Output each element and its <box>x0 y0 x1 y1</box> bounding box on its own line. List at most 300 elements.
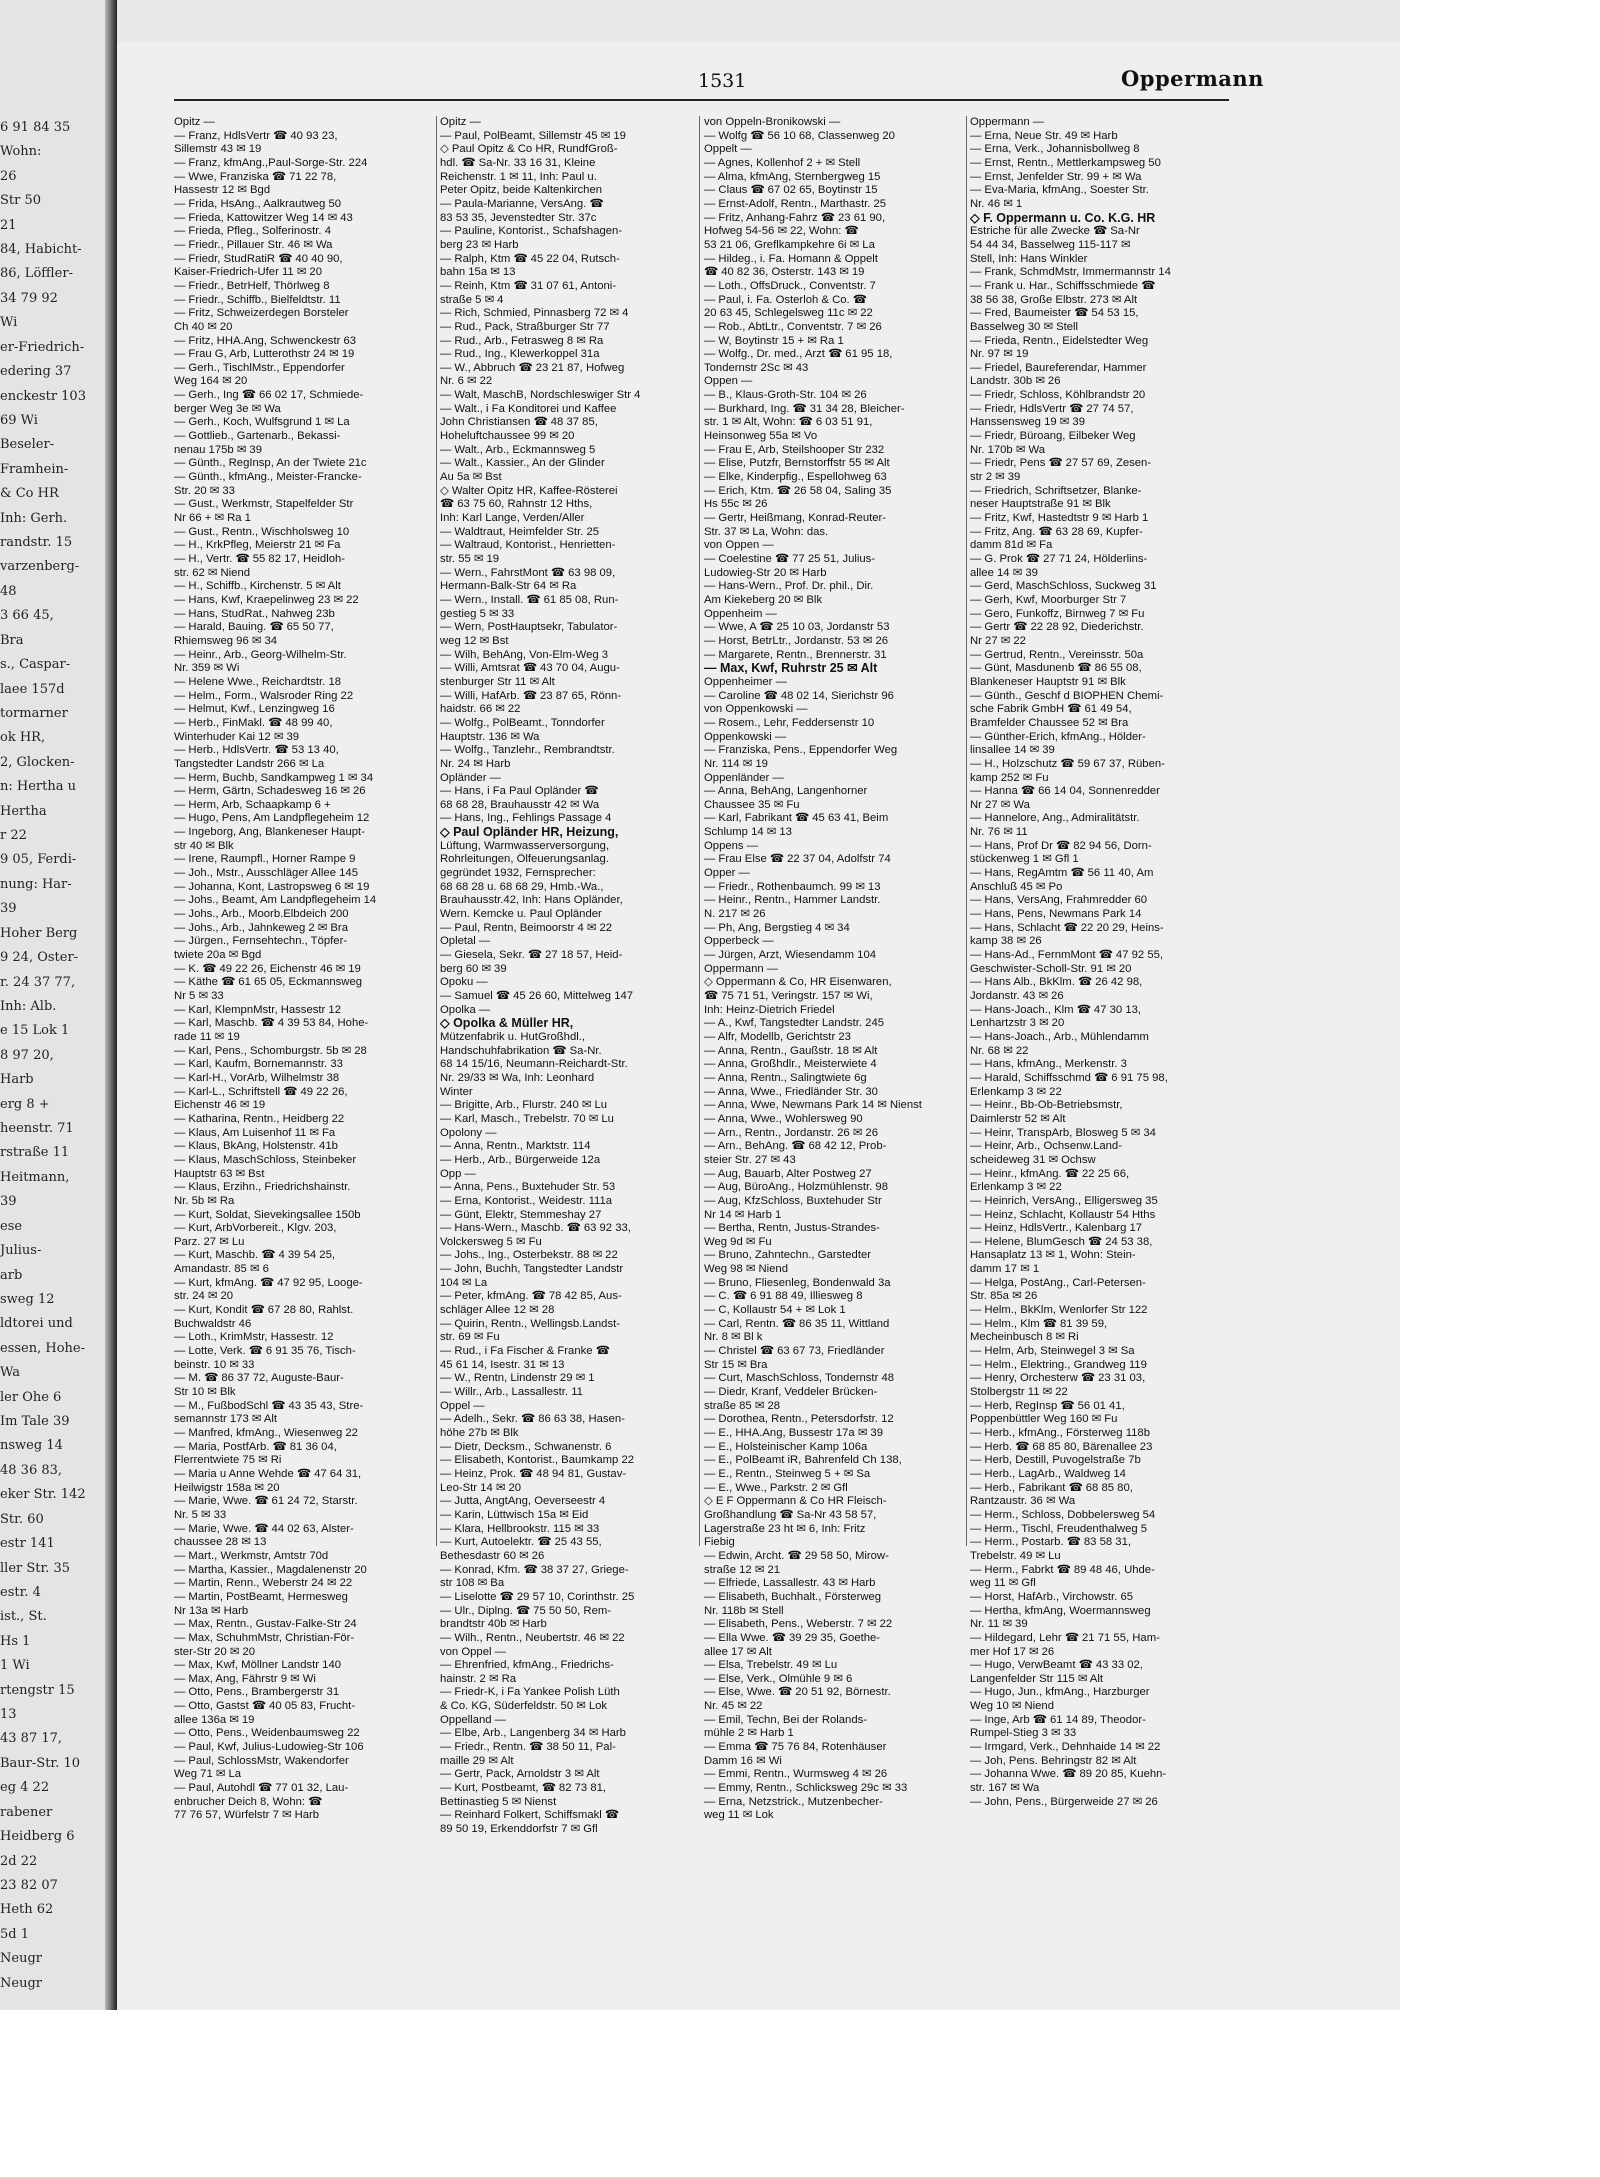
directory-entry-line: allee 136a ✉ 19 <box>174 1713 255 1726</box>
directory-entry-line: — E., PolBeamt iR, Bahrenfeld Ch 138, <box>704 1454 902 1467</box>
directory-entry-line: ◇ Paul Opitz & Co HR, RundfGroß- <box>440 143 618 156</box>
surname-heading: Oppenländer — <box>704 771 784 784</box>
facing-page-fragment: 48 <box>0 583 17 599</box>
directory-entry-line: — Waltraud, Kontorist., Henrietten- <box>440 539 616 552</box>
directory-entry-line: Nr 14 ✉ Harb 1 <box>704 1208 782 1221</box>
directory-entry-line: — Kurt, Maschb. ☎ 4 39 54 25, <box>174 1249 336 1262</box>
directory-entry-line: — Karl, KlempnMstr, Hassestr 12 <box>174 1003 341 1016</box>
directory-entry-line: — Arn., BehAng. ☎ 68 42 12, Prob- <box>704 1140 887 1153</box>
directory-entry-line: — Herb., kfmAng., Försterweg 118b <box>970 1427 1150 1439</box>
directory-entry-line: — H., Schiffb., Kirchenstr. 5 ✉ Alt <box>174 580 341 593</box>
directory-entry-line: — Herb., FinMakl. ☎ 48 99 40, <box>174 716 333 729</box>
directory-entry-line: Nr. 5 ✉ 33 <box>174 1508 227 1521</box>
directory-entry-line: — Herm, Gärtn, Schadesweg 16 ✉ 26 <box>174 785 366 798</box>
directory-entry-line: — Klaus, Am Luisenhof 11 ✉ Fa <box>174 1126 336 1139</box>
directory-entry-line: sche Fabrik GmbH ☎ 61 49 54, <box>970 703 1132 716</box>
directory-entry-line: — E., HHA.Ang, Bussestr 17a ✉ 39 <box>704 1427 883 1439</box>
directory-entry-line: — Elfriede, Lassallestr. 43 ✉ Harb <box>704 1577 876 1590</box>
directory-entry-line: — Kurt, kfmAng. ☎ 47 92 95, Looge- <box>174 1276 363 1289</box>
directory-entry-line: — Helm., BkKlm, Wenlorfer Str 122 <box>970 1304 1148 1317</box>
directory-entry-line: — Quirin, Rentn., Wellingsb.Landst- <box>440 1317 620 1330</box>
directory-entry-line: — Herb., HdlsVertr. ☎ 53 13 40, <box>174 744 339 757</box>
directory-entry-line: — Max, Ang, Fährstr 9 ✉ Wi <box>174 1672 316 1685</box>
directory-entry-line: — Heinr., Arb., Georg-Wilhelm-Str. <box>174 648 347 661</box>
directory-entry-line: straße 85 ✉ 28 <box>704 1399 781 1412</box>
directory-entry-line: str 40 ✉ Blk <box>174 839 234 852</box>
directory-entry-line: — Gust., Rentn., Wischholsweg 10 <box>174 525 350 538</box>
directory-entry-line: Str. 20 ✉ 33 <box>174 484 235 497</box>
directory-entry-line: Nr. 68 ✉ 22 <box>970 1044 1029 1057</box>
directory-entry-line: — Käthe ☎ 61 65 05, Eckmannsweg <box>174 976 363 989</box>
directory-entry-line: — Mart., Werkmstr, Amtstr 70d <box>174 1549 329 1562</box>
directory-entry-line: — Hannelore, Ang., Admiralitätstr. <box>970 812 1140 825</box>
directory-entry-line: — Elsa, Trebelstr. 49 ✉ Lu <box>704 1659 838 1672</box>
directory-entry-line: Sillemstr 43 ✉ 19 <box>174 143 262 156</box>
facing-page-fragment: r. 24 37 77, <box>0 974 76 990</box>
directory-entry-line: 20 63 45, Schlegelsweg 11c ✉ 22 <box>704 307 873 320</box>
directory-entry-line: Inh: Heinz-Dietrich Friedel <box>704 1003 835 1016</box>
directory-entry-line: — Giesela, Sekr. ☎ 27 18 57, Heid- <box>440 949 623 962</box>
directory-entry-line: Langenfelder Str 115 ✉ Alt <box>970 1672 1103 1685</box>
facing-page-fragment: rtengstr 15 <box>0 1682 75 1698</box>
surname-heading: von Oppen — <box>704 539 774 552</box>
directory-entry-line: schläger Allee 12 ✉ 28 <box>440 1304 555 1317</box>
directory-entry-line: Nr. 45 ✉ 22 <box>704 1700 763 1713</box>
directory-entry-line: twiete 20a ✉ Bgd <box>174 949 262 962</box>
directory-entry-line: — Karl, Pens., Schomburgstr. 5b ✉ 28 <box>174 1044 367 1057</box>
directory-entry-line: — Friedr, Pens ☎ 27 57 69, Zesen- <box>970 457 1152 470</box>
directory-entry-line: — Erna, Neue Str. 49 ✉ Harb <box>970 129 1118 142</box>
directory-entry-line: — Klaus, BkAng, Holstenstr. 41b <box>174 1140 338 1153</box>
facing-page-fragment: Baur-Str. 10 <box>0 1755 81 1771</box>
directory-entry-line: — Caroline ☎ 48 02 14, Sierichstr 96 <box>704 689 894 702</box>
directory-entry-line: — Inge, Arb ☎ 61 14 89, Theodor- <box>970 1713 1146 1726</box>
directory-entry-line: — Ralph, Ktm ☎ 45 22 04, Rutsch- <box>440 252 620 265</box>
directory-entry-line: — A., Kwf, Tangstedter Landstr. 245 <box>704 1017 885 1030</box>
directory-entry-line: — Gero, Funkoffz, Birnweg 7 ✉ Fu <box>970 607 1145 620</box>
facing-page-fragment: 13 <box>0 1707 17 1722</box>
directory-entry-line: Kaiser-Friedrich-Ufer 11 ✉ 20 <box>174 266 323 279</box>
directory-entry-line: — Horst, BetrLtr., Jordanstr. 53 ✉ 26 <box>704 634 889 647</box>
facing-page-fragment: er-Friedrich- <box>0 339 85 355</box>
directory-entry-line: — Günth., Geschf d BIOPHEN Chemi- <box>970 689 1164 702</box>
directory-entry-line: — Dorothea, Rentn., Petersdorfstr. 12 <box>704 1413 894 1426</box>
surname-heading: Oppenheim — <box>704 607 777 620</box>
facing-page-fragment: tormarner <box>0 705 68 721</box>
facing-page-fragment: 48 36 83, <box>0 1462 63 1478</box>
directory-entry-line: steier Str. 27 ✉ 43 <box>704 1153 796 1166</box>
directory-entry-line: — Hugo, Pens, Am Landpflegeheim 12 <box>174 812 370 825</box>
directory-entry-line: — Curt, MaschSchloss, Tondernstr 48 <box>704 1372 895 1385</box>
directory-entry-line: straße 5 ✉ 4 <box>440 293 504 306</box>
directory-entry-line: — Karl, Maschb. ☎ 4 39 53 84, Hohe- <box>174 1017 369 1030</box>
directory-entry-line: — Erich, Ktm. ☎ 26 58 04, Saling 35 <box>704 484 892 497</box>
directory-entry-line: Hermann-Balk-Str 64 ✉ Ra <box>440 580 577 593</box>
surname-heading: Oppel — <box>440 1399 485 1412</box>
directory-entry-line: — Rosem., Lehr, Feddersenstr 10 <box>704 716 875 729</box>
directory-entry-line: — Rud., i Fa Fischer & Franke ☎ <box>440 1345 610 1358</box>
directory-entry-line: bahn 15a ✉ 13 <box>440 266 516 279</box>
facing-page-fragment: 26 <box>0 168 17 184</box>
directory-entry-line: Rumpel-Stieg 3 ✉ 33 <box>970 1727 1077 1740</box>
directory-entry-line: Bramfelder Chaussee 52 ✉ Bra <box>970 716 1129 729</box>
facing-page-fragment: Str. 60 <box>0 1511 44 1527</box>
directory-entry-line: — Edwin, Archt. ☎ 29 58 50, Mirow- <box>704 1549 889 1562</box>
directory-entry-line: — Anna, Rentn., Salingtwiete 6g <box>704 1071 867 1084</box>
facing-page-fragment: 9 24, Oster- <box>0 950 79 966</box>
directory-entry-line: — Wolfg., Tanzlehr., Rembrandtstr. <box>440 744 615 757</box>
directory-entry-line: Stolbergstr 11 ✉ 22 <box>970 1386 1068 1399</box>
directory-entry-line: — Johanna Wwe. ☎ 89 20 85, Kuehn- <box>970 1768 1167 1781</box>
directory-entry-line: — Herb., Arb., Bürgerweide 12a <box>440 1153 601 1166</box>
facing-page-fragment: enckestr 103 <box>0 388 86 404</box>
surname-heading: Opitz — <box>440 116 481 128</box>
directory-entry-line: str. 69 ✉ Fu <box>440 1331 500 1344</box>
directory-entry-line: Str 10 ✉ Blk <box>174 1386 236 1399</box>
facing-page-fragment: Hoher Berg <box>0 925 78 941</box>
directory-entry-line: — Emmi, Rentn., Wurmsweg 4 ✉ 26 <box>704 1768 888 1781</box>
surname-heading: Oppelt — <box>704 143 752 156</box>
directory-entry-line: — Frank, SchmdMstr, Immermannstr 14 <box>970 266 1171 279</box>
directory-entry-line: — Heinz, HdlsVertr., Kalenbarg 17 <box>970 1222 1143 1235</box>
directory-entry-line: — Manfred, kfmAng., Wiesenweg 22 <box>174 1427 358 1439</box>
directory-entry-line: — Friedr, Schloss, Köhlbrandstr 20 <box>970 389 1146 402</box>
directory-entry-line: — Waldtraut, Heimfelder Str. 25 <box>440 525 600 538</box>
directory-entry-line: Hanssensweg 19 ✉ 39 <box>970 416 1085 429</box>
directory-entry-line: — Karl-L., Schriftstell ☎ 49 22 26, <box>174 1085 348 1098</box>
directory-entry-line: — Aug, KfzSchloss, Buxtehuder Str <box>704 1194 882 1207</box>
directory-entry-line: berg 23 ✉ Harb <box>440 238 519 251</box>
directory-entry-line: — Hans-Wern., Prof. Dr. phil., Dir. <box>704 580 874 593</box>
directory-entry-line: — Anna, Wwe., Friedländer Str. 30 <box>704 1085 878 1098</box>
surname-heading: von Oppeln-Bronikowski — <box>704 116 841 128</box>
surname-heading: Opitz — <box>174 116 215 128</box>
facing-page-fragment: laee 157d <box>0 681 65 697</box>
directory-entry-line: — Carl, Rentn. ☎ 86 35 11, Wittland <box>704 1317 890 1330</box>
directory-entry-line: — Kurt, ArbVorbereit., Klgv. 203, <box>174 1222 337 1235</box>
surname-heading: Opletal — <box>440 935 491 948</box>
directory-entry-line: — Walt, MaschB, Nordschleswiger Str 4 <box>440 389 641 402</box>
facing-page-fragment: Framhein- <box>0 461 69 477</box>
facing-page-fragment: 3 66 45, <box>0 608 54 624</box>
directory-entry-line: — Helene, BlumGesch ☎ 24 53 38, <box>970 1235 1153 1248</box>
directory-entry-line: — Peter, kfmAng. ☎ 78 42 85, Aus- <box>440 1290 622 1303</box>
directory-entry-line: — Heinz, Schlacht, Kollaustr 54 Hths <box>970 1208 1156 1221</box>
directory-entry-line: weg 11 ✉ Gfl <box>970 1577 1036 1590</box>
directory-entry-line: — Günther-Erich, kfmAng., Hölder- <box>970 730 1146 743</box>
directory-entry-line: Weg 10 ✉ Niend <box>970 1700 1054 1713</box>
directory-entry-line: — Burkhard, Ing. ☎ 31 34 28, Bleicher- <box>704 402 905 415</box>
directory-entry-line: beinstr. 10 ✉ 33 <box>174 1358 255 1371</box>
directory-entry-line: — Günth., RegInsp, An der Twiete 21c <box>174 457 367 470</box>
directory-entry-line: Weg 71 ✉ La <box>174 1768 242 1781</box>
directory-entry-line: brandtstr 40b ✉ Harb <box>440 1618 547 1631</box>
directory-entry-line: — Karl, Kaufm, Bornemannstr. 33 <box>174 1058 343 1071</box>
left-page-gutter <box>0 0 117 2010</box>
directory-entry-line: — Helm, Arb, Steinwegel 3 ✉ Sa <box>970 1345 1135 1358</box>
directory-entry-line: — Aug, BüroAng., Holzmühlenstr. 98 <box>704 1181 888 1194</box>
directory-entry-line: — Heinr., kfmAng. ☎ 22 25 66, <box>970 1167 1130 1180</box>
directory-entry-line: — Otto, Pens., Weidenbaumsweg 22 <box>174 1727 360 1740</box>
directory-entry-line: — Horst, HafArb., Virchowstr. 65 <box>970 1590 1134 1603</box>
directory-entry-line: str. 24 ✉ 20 <box>174 1290 234 1303</box>
directory-entry-line: kamp 38 ✉ 26 <box>970 935 1042 948</box>
directory-entry-line: — Rud., Ing., Klewerkoppel 31a <box>440 348 600 361</box>
directory-entry-line: — Henry, Orchesterw ☎ 23 31 03, <box>970 1372 1146 1385</box>
directory-entry-line: — Samuel ☎ 45 26 60, Mittelweg 147 <box>440 990 634 1002</box>
directory-entry-line: — Kurt, Kondit ☎ 67 28 80, Rahlst. <box>174 1304 354 1317</box>
directory-entry-line: Reichenstr. 1 ✉ 11, Inh: Paul u. <box>440 170 597 183</box>
directory-entry-line: gegründet 1932, Fernsprecher: <box>440 867 596 880</box>
facing-page-fragment: sweg 12 <box>0 1291 55 1307</box>
directory-entry-line: — Hans, StudRat., Nahweg 23b <box>174 607 335 620</box>
directory-column-4 <box>970 116 1222 1809</box>
directory-entry-line: — Hildegard, Lehr ☎ 21 71 55, Ham- <box>970 1631 1160 1644</box>
directory-entry-line: — Frau Else ☎ 22 37 04, Adolfstr 74 <box>704 853 891 866</box>
directory-entry-line: — Fritz, Ang. ☎ 63 28 69, Kupfer- <box>970 525 1143 538</box>
directory-entry-line: Weg 98 ✉ Niend <box>704 1263 788 1276</box>
directory-entry-line: 104 ✉ La <box>440 1276 488 1289</box>
facing-page-fragment: Wa <box>0 1365 20 1381</box>
directory-entry-line: — Gerh., Koch, Wulfsgrund 1 ✉ La <box>174 416 350 429</box>
directory-entry-line: Lagerstraße 23 ht ✉ 6, Inh: Fritz <box>704 1522 866 1535</box>
directory-entry-line: — Friedr, Büroang, Eilbeker Weg <box>970 430 1136 443</box>
directory-entry-line: — Aug, Bauarb, Alter Postweg 27 <box>704 1167 872 1180</box>
facing-page-fragment: Wohn: <box>0 144 42 160</box>
directory-entry-line: str 2 ✉ 39 <box>970 471 1021 484</box>
directory-entry-line: — Otto, Pens., Brambergerstr 31 <box>174 1686 340 1699</box>
directory-entry-line: — E., Rentn., Steinweg 5 + ✉ Sa <box>704 1467 871 1480</box>
surname-heading: von Oppel — <box>440 1645 506 1658</box>
directory-entry-line: — Friedrich, Schriftsetzer, Blanke- <box>970 484 1142 497</box>
directory-entry-line: — Friedr-K, i Fa Yankee Polish Lüth <box>440 1686 620 1699</box>
facing-page-fragment: ese <box>0 1218 23 1234</box>
directory-entry-line: Eichenstr 46 ✉ 19 <box>174 1099 266 1112</box>
directory-entry-line: — Johs., Beamt, Am Landpflegeheim 14 <box>174 894 377 907</box>
directory-entry-line: — Ph, Ang, Bergstieg 4 ✉ 34 <box>704 921 850 934</box>
facing-page-fragment: Hertha <box>0 803 47 819</box>
directory-entry-line: — Friedr., Schiffb., Bielfeldtstr. 11 <box>174 293 341 306</box>
directory-entry-line: — Else, Verk., Olmühle 9 ✉ 6 <box>704 1672 853 1685</box>
directory-entry-line: Chaussee 35 ✉ Fu <box>704 798 800 811</box>
facing-page-fragment: Heidberg 6 <box>0 1829 75 1845</box>
directory-column-1 <box>174 116 426 1823</box>
directory-entry-line: Basselweg 30 ✉ Stell <box>970 320 1079 333</box>
facing-page-fragment: 9 05, Ferdi- <box>0 852 77 868</box>
directory-entry-line: str 108 ✉ Ba <box>440 1577 505 1590</box>
directory-entry-line: — W, Boytinstr 15 + ✉ Ra 1 <box>704 334 844 347</box>
directory-entry-line: — Günt, Elektr, Stemmeshay 27 <box>440 1208 602 1221</box>
directory-entry-line: Hauptstr 63 ✉ Bst <box>174 1167 265 1180</box>
directory-entry-line: — Karl, Masch., Trebelstr. 70 ✉ Lu <box>440 1112 614 1125</box>
directory-entry-line: scheideweg 31 ✉ Ochsw <box>970 1153 1096 1166</box>
directory-entry-line: — Pauline, Kontorist., Schafshagen- <box>440 225 623 238</box>
directory-entry-line: Buchwaldstr 46 <box>174 1317 252 1330</box>
directory-entry-line: — Gerh., Ing ☎ 66 02 17, Schmiede- <box>174 389 364 402</box>
directory-entry-line: — Rud., Arb., Fetrasweg 8 ✉ Ra <box>440 334 604 347</box>
directory-entry-line: Winter <box>440 1085 473 1098</box>
directory-entry-line: — Rob., AbtLtr., Conventstr. 7 ✉ 26 <box>704 320 882 333</box>
directory-entry-line: — Elise, Putzfr, Bernstorffstr 55 ✉ Alt <box>704 457 890 470</box>
directory-entry-line: — Friedr., BetrHelf, Thörlweg 8 <box>174 279 330 292</box>
directory-entry-line: — Fritz, Anhang-Fahrz ☎ 23 61 90, <box>704 211 886 224</box>
directory-entry-line: — Emma ☎ 75 76 84, Rotenhäuser <box>704 1741 887 1754</box>
directory-entry-line: Landstr. 30b ✉ 26 <box>970 375 1061 388</box>
directory-entry-line: — Rich, Schmied, Pinnasberg 72 ✉ 4 <box>440 307 629 320</box>
directory-entry-line: str. 1 ✉ Alt, Wohn: ☎ 6 03 51 91, <box>704 416 873 429</box>
directory-entry-line: 77 76 57, Würfelstr 7 ✉ Harb <box>174 1809 320 1822</box>
directory-entry-line: ◇ Oppermann & Co, HR Eisenwaren, <box>704 976 892 989</box>
directory-entry-line: 68 68 28, Brauhausstr 42 ✉ Wa <box>440 798 600 811</box>
directory-entry-line: — Friedr., Rentn. ☎ 38 50 11, Pal- <box>440 1741 616 1754</box>
facing-page-fragment: estr 141 <box>0 1536 55 1552</box>
directory-entry-line: — Gerh., TischlMstr., Eppendorfer <box>174 361 345 374</box>
facing-page-fragment: erg 8 + <box>0 1096 50 1112</box>
directory-entry-line: — Herm, Arb, Schaapkamp 6 + <box>174 798 331 811</box>
directory-entry-line: — Paul, Kwf, Julius-Ludowieg-Str 106 <box>174 1741 364 1754</box>
directory-entry-line: — Johanna, Kont, Lastropsweg 6 ✉ 19 <box>174 880 370 893</box>
directory-entry-line: — Helga, PostAng., Carl-Petersen- <box>970 1276 1146 1289</box>
directory-entry-line: John Christiansen ☎ 48 37 85, <box>440 416 598 429</box>
directory-entry-line: damm 81d ✉ Fa <box>970 539 1053 552</box>
directory-entry-line: Tondernstr 2Sc ✉ 43 <box>704 361 809 374</box>
directory-entry-line: Ludowieg-Str 20 ✉ Harb <box>704 566 827 579</box>
directory-entry-line: & Co. KG, Süderfeldstr. 50 ✉ Lok <box>440 1700 608 1713</box>
directory-entry-line: — Anna, Wwe, Newmans Park 14 ✉ Nienst <box>704 1099 922 1112</box>
facing-page-fragment: varzenberg- <box>0 559 80 575</box>
directory-entry-line: — John, Pens., Bürgerweide 27 ✉ 26 <box>970 1795 1158 1808</box>
directory-entry-line: Hoheluftchaussee 99 ✉ 20 <box>440 430 575 443</box>
directory-entry-line: Nr. 359 ✉ Wi <box>174 662 240 675</box>
directory-entry-line: stenburger Str 11 ✉ Alt <box>440 675 555 688</box>
directory-entry-line: Wern. Kemcke u. Paul Opländer <box>440 908 602 921</box>
directory-entry-line: — Heinz, Prok. ☎ 48 94 81, Gustav- <box>440 1467 627 1480</box>
directory-entry-line: — Paul, Autohdl ☎ 77 01 32, Lau- <box>174 1782 349 1795</box>
facing-page-fragment: ist., St. <box>0 1609 47 1625</box>
directory-entry-line: — Gottlieb., Gartenarb., Bekassi- <box>174 430 341 443</box>
directory-entry-line: — Willi, Amtsrat ☎ 43 70 04, Augu- <box>440 662 620 675</box>
facing-page-fragment: e 15 Lok 1 <box>0 1023 70 1039</box>
directory-entry-line: — Hans-Wern., Maschb. ☎ 63 92 33, <box>440 1222 631 1235</box>
directory-entry-line: — Frieda, Rentn., Eidelstedter Weg <box>970 334 1149 347</box>
directory-entry-line: Nr 27 ✉ Wa <box>970 798 1030 811</box>
directory-entry-line: — Hertha, kfmAng, Woermannsweg <box>970 1604 1151 1617</box>
directory-entry-line: — Klara, Hellbrookstr. 115 ✉ 33 <box>440 1522 600 1535</box>
directory-entry-line: linsallee 14 ✉ 39 <box>970 744 1055 757</box>
directory-entry-line: — Frank u. Har., Schiffsschmiede ☎ <box>970 279 1156 292</box>
directory-entry-line: — Herm., Tischl, Freudenthalweg 5 <box>970 1522 1148 1535</box>
directory-entry-line: — Herb., Fabrikant ☎ 68 85 80, <box>970 1481 1133 1494</box>
facing-page-fragment: Inh: Gerh. <box>0 510 68 526</box>
directory-entry-line: Brauhausstr.42, Inh: Hans Opländer, <box>440 894 623 907</box>
directory-entry-line: — E., Holsteinischer Kamp 106a <box>704 1440 868 1453</box>
directory-entry-line: — Margarete, Rentn., Brennerstr. 31 <box>704 648 887 661</box>
directory-entry-line: — Elke, Kinderpfig., Espellohweg 63 <box>704 471 887 484</box>
directory-entry-line: — Hans, Ing., Fehlings Passage 4 <box>440 812 612 825</box>
directory-entry-line: — Joh., Mstr., Ausschläger Allee 145 <box>174 867 358 880</box>
directory-entry-line: — Ehrenfried, kfmAng., Friedrichs- <box>440 1659 614 1672</box>
facing-page-fragment: Harb <box>0 1072 34 1088</box>
directory-entry-line: ☎ 63 75 60, Rahnstr 12 Hths, <box>440 498 593 511</box>
directory-entry-line: — Frieda, Pfleg., Solferinostr. 4 <box>174 225 331 238</box>
directory-entry-line: Tangstedter Landstr 266 ✉ La <box>174 757 325 770</box>
facing-page-fragment: eker Str. 142 <box>0 1487 86 1503</box>
directory-entry-line: Estriche für alle Zwecke ☎ Sa-Nr <box>970 225 1140 238</box>
surname-heading: Opolony — <box>440 1126 497 1139</box>
facing-page-fragment: 2, Glocken- <box>0 754 75 770</box>
directory-entry-line: — Paul, Rentn, Beimoorstr 4 ✉ 22 <box>440 921 613 934</box>
directory-entry-line: Nr. 29/33 ✉ Wa, Inh: Leonhard <box>440 1071 595 1084</box>
directory-entry-line: — Friedr, HdlsVertr ☎ 27 74 57, <box>970 402 1134 415</box>
surname-heading: Opperbeck — <box>704 935 774 948</box>
directory-entry-line: — Martin, Renn., Weberstr 24 ✉ 22 <box>174 1577 353 1590</box>
directory-entry-line: Jordanstr. 43 ✉ 26 <box>970 990 1064 1002</box>
directory-entry-line: — Karl-H., VorArb, Wilhelmstr 38 <box>174 1071 340 1084</box>
directory-entry-line: Erlenkamp 3 ✉ 22 <box>970 1085 1062 1098</box>
directory-entry-line: — Irene, Raumpfl., Horner Rampe 9 <box>174 853 356 866</box>
directory-entry-line: — Herb., LagArb., Waldweg 14 <box>970 1467 1126 1480</box>
directory-entry-line: — Hildeg., i. Fa. Homann & Oppelt <box>704 252 878 265</box>
facing-page-fragment: 5d 1 <box>0 1926 29 1942</box>
directory-entry-line: Heilwigstr 158a ✉ 20 <box>174 1481 280 1494</box>
directory-entry-line: — Wwe, A ☎ 25 10 03, Jordanstr 53 <box>704 621 890 634</box>
directory-entry-line: str. 62 ✉ Niend <box>174 566 251 579</box>
directory-entry-line: maille 29 ✉ Alt <box>440 1754 514 1767</box>
directory-entry-line: mühle 2 ✉ Harb 1 <box>704 1727 794 1740</box>
directory-entry-line: — Walt., Arb., Eckmannsweg 5 <box>440 443 596 456</box>
facing-page-fragment: arb <box>0 1267 23 1283</box>
directory-entry-line: — Gust., Werkmstr, Stapelfelder Str <box>174 498 354 511</box>
facing-page-fragment: 86, Löffler- <box>0 266 73 282</box>
directory-entry-line: Nr. 97 ✉ 19 <box>970 348 1029 361</box>
directory-entry-line: str. 55 ✉ 19 <box>440 553 500 565</box>
directory-entry-line: — Gerd, MaschSchloss, Suckweg 31 <box>970 580 1157 593</box>
facing-page-fragment: Bra <box>0 632 24 648</box>
directory-entry-line: — Harald, Bauing. ☎ 65 50 77, <box>174 621 334 634</box>
directory-entry-line: ◇ Paul Opländer HR, Heizung, <box>440 826 619 840</box>
directory-entry-line: — Franz, kfmAng.,Paul-Sorge-Str. 224 <box>174 156 368 169</box>
directory-entry-line: — Hans-Joach., Klm ☎ 47 30 13, <box>970 1003 1142 1016</box>
directory-entry-line: — Herm, Buchb, Sandkampweg 1 ✉ 34 <box>174 771 374 784</box>
surname-heading: von Oppenkowski — <box>704 703 808 716</box>
directory-entry-line: — Friedr., Rothenbaumch. 99 ✉ 13 <box>704 880 881 893</box>
directory-entry-line: — Heinr., Rentn., Hammer Landstr. <box>704 894 881 907</box>
surname-heading: Oppermann — <box>704 962 779 975</box>
facing-page-fragment: Im Tale 39 <box>0 1414 70 1430</box>
facing-page-fragment: ok HR, <box>0 730 46 746</box>
directory-entry-line: 54 44 34, Basselweg 115-117 ✉ <box>970 238 1131 251</box>
directory-entry-line: — John, Buchh, Tangstedter Landstr <box>440 1263 624 1276</box>
directory-entry-line: — Hans-Joach., Arb., Mühlendamm <box>970 1030 1149 1043</box>
surname-heading: Oppen — <box>704 375 753 388</box>
directory-entry-line: — Willr., Arb., Lassallestr. 11 <box>440 1386 583 1399</box>
directory-entry-line: ster-Str 20 ✉ 20 <box>174 1645 256 1658</box>
directory-entry-line: — Eva-Maria, kfmAng., Soester Str. <box>970 184 1149 197</box>
directory-entry-line: weg 12 ✉ Bst <box>440 634 509 647</box>
facing-page-fragment: Beseler- <box>0 437 55 453</box>
directory-entry-line: — Hans, i Fa Paul Opländer ☎ <box>440 785 599 798</box>
directory-entry-line: rade 11 ✉ 19 <box>174 1030 240 1043</box>
page-number: 1531 <box>698 70 747 92</box>
directory-entry-line: — Hans, Prof Dr ☎ 82 94 56, Dorn- <box>970 839 1152 852</box>
directory-entry-line: Volckersweg 5 ✉ Fu <box>440 1235 542 1248</box>
directory-entry-line: — Ulr., Diplng. ☎ 75 50 50, Rem- <box>440 1604 612 1617</box>
directory-entry-line: — Fritz, Schweizerdegen Borsteler <box>174 307 349 320</box>
directory-entry-line: — Heinrich, VersAng., Elligersweg 35 <box>970 1194 1158 1207</box>
directory-entry-line: Flerrentwiete 75 ✉ Ri <box>174 1454 282 1467</box>
directory-entry-line: berger Weg 3e ✉ Wa <box>174 402 281 415</box>
directory-entry-line: — Friedr., Pillauer Str. 46 ✉ Wa <box>174 238 333 251</box>
